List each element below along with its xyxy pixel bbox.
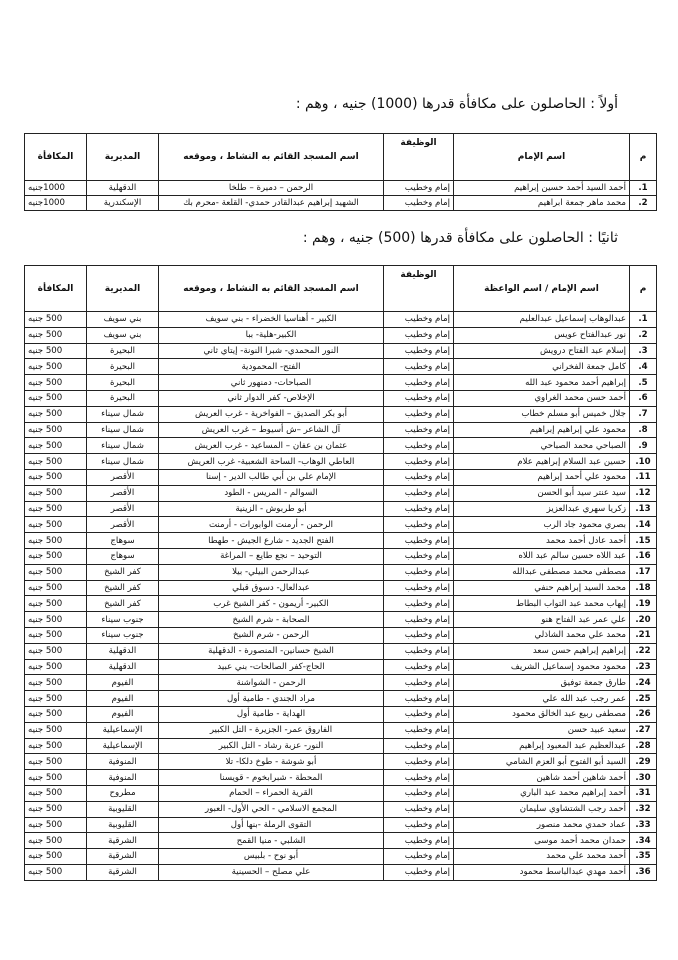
mosque-name: العاطي الوهاب- الساحة الشعبية- غرب العريش	[159, 454, 384, 470]
reward-amount: 500 جنيه	[25, 327, 87, 343]
mosque-name: الرحمن - أرمنت الوابورات - أرمنت	[159, 517, 384, 533]
col-job-header: الوظيفة	[384, 266, 454, 312]
imam-name: عبدالوهاب إسماعيل عبدالعليم	[454, 312, 630, 328]
row-number: 27.	[630, 722, 657, 738]
col-mosque-header: اسم المسجد القائم به النشاط ، وموقعه	[159, 134, 384, 181]
table-row	[25, 659, 657, 675]
row-number: 24.	[630, 675, 657, 691]
imam-name: عبدالعظيم عبد المعبود إبراهيم	[454, 738, 630, 754]
job-title: إمام وخطيب	[384, 801, 454, 817]
reward-amount: 500 جنيه	[25, 659, 87, 675]
reward-amount: 500 جنيه	[25, 501, 87, 517]
col-reward-header: المكافأة	[25, 266, 87, 312]
imam-name: إيهاب محمد عبد التواب البطاط	[454, 596, 630, 612]
imam-name: محمد ماهر جمعة ابراهيم	[454, 196, 630, 211]
directorate: شمال سيناء	[87, 454, 159, 470]
imam-name: سيد عنتر سيد أبو الحسن	[454, 485, 630, 501]
job-title: إمام وخطيب	[384, 390, 454, 406]
row-number: 1.	[630, 181, 657, 196]
row-number: 14.	[630, 517, 657, 533]
mosque-name: عبدالعال- دسوق قبلي	[159, 580, 384, 596]
mosque-name: النور- عزبة رشاد - التل الكبير	[159, 738, 384, 754]
imam-name: عمر رجب عبد الله علي	[454, 691, 630, 707]
table-row	[25, 706, 657, 722]
table-row	[25, 691, 657, 707]
row-number: 6.	[630, 390, 657, 406]
table-row	[25, 454, 657, 470]
directorate: الدقهلية	[87, 643, 159, 659]
table-row	[25, 596, 657, 612]
reward-500-table	[24, 265, 657, 881]
imam-name: محمد علي محمد الشاذلي	[454, 627, 630, 643]
reward-amount: 500 جنيه	[25, 770, 87, 786]
job-title: إمام وخطيب	[384, 770, 454, 786]
reward-amount: 500 جنيه	[25, 833, 87, 849]
row-number: 28.	[630, 738, 657, 754]
job-title: إمام وخطيب	[384, 596, 454, 612]
mosque-name: علي مصلح – الحسينية	[159, 864, 384, 880]
reward-amount: 500 جنيه	[25, 343, 87, 359]
job-title: إمام وخطيب	[384, 580, 454, 596]
mosque-name: الكبير-هلية- ببا	[159, 327, 384, 343]
imam-name: حسين عبد السلام إبراهيم علام	[454, 454, 630, 470]
mosque-name: الكبير- أريمون - كفر الشيخ غرب	[159, 596, 384, 612]
job-title: إمام وخطيب	[384, 722, 454, 738]
directorate: الفيوم	[87, 706, 159, 722]
row-number: 33.	[630, 817, 657, 833]
row-number: 4.	[630, 359, 657, 375]
row-number: 15.	[630, 533, 657, 549]
reward-amount: 1000جنيه	[25, 196, 87, 211]
col-name-header: اسم الإمام / اسم الواعظة	[454, 266, 630, 312]
reward-amount: 500 جنيه	[25, 548, 87, 564]
table-row	[25, 864, 657, 880]
table-header-row	[25, 134, 657, 181]
imam-name: كامل جمعة الفخراني	[454, 359, 630, 375]
col-directorate-header: المديرية	[87, 134, 159, 181]
row-number: 7.	[630, 406, 657, 422]
imam-name: أحمد محمد علي محمد	[454, 849, 630, 865]
imam-name: بصري محمود جاد الرب	[454, 517, 630, 533]
directorate: المنوفية	[87, 754, 159, 770]
mosque-name: الفتح- المحمودية	[159, 359, 384, 375]
row-number: 3.	[630, 343, 657, 359]
job-title: إمام وخطيب	[384, 438, 454, 454]
table-row	[25, 564, 657, 580]
directorate: شمال سيناء	[87, 406, 159, 422]
directorate: الإسماعيلية	[87, 722, 159, 738]
mosque-name: أبو نوح - بلبيس	[159, 849, 384, 865]
table-row	[25, 612, 657, 628]
directorate: الفيوم	[87, 675, 159, 691]
job-title: إمام وخطيب	[384, 612, 454, 628]
table-row	[25, 359, 657, 375]
reward-amount: 500 جنيه	[25, 691, 87, 707]
directorate: الدقهلية	[87, 181, 159, 196]
mosque-name: عثمان بن عفان – المساعيد - غرب العريش	[159, 438, 384, 454]
reward-amount: 500 جنيه	[25, 754, 87, 770]
job-title: إمام وخطيب	[384, 675, 454, 691]
mosque-name: القرية الحمراء – الحمام	[159, 785, 384, 801]
mosque-name: مراد الجندي - طامية أول	[159, 691, 384, 707]
imam-name: أحمد شاهين أحمد شاهين	[454, 770, 630, 786]
mosque-name: الفاروق عمر- الجزيرة - التل الكبير	[159, 722, 384, 738]
job-title: إمام وخطيب	[384, 785, 454, 801]
job-title: إمام وخطيب	[384, 469, 454, 485]
row-number: 19.	[630, 596, 657, 612]
table-row	[25, 643, 657, 659]
job-title: إمام وخطيب	[384, 659, 454, 675]
reward-amount: 500 جنيه	[25, 722, 87, 738]
imam-name: أحمد رجب الشتشاوي سليمان	[454, 801, 630, 817]
row-number: 35.	[630, 849, 657, 865]
directorate: جنوب سيناء	[87, 627, 159, 643]
reward-amount: 500 جنيه	[25, 817, 87, 833]
directorate: بني سويف	[87, 327, 159, 343]
col-reward-header: المكافأة	[25, 134, 87, 181]
row-number: 2.	[630, 196, 657, 211]
table-row	[25, 849, 657, 865]
directorate: الإسماعيلية	[87, 738, 159, 754]
job-title: إمام وخطيب	[384, 564, 454, 580]
job-title: إمام وخطيب	[384, 849, 454, 865]
directorate: القليوبية	[87, 801, 159, 817]
imam-name: إبراهيم أحمد محمود عبد الله	[454, 375, 630, 391]
imam-name: إبراهيم إبراهيم حسن سعد	[454, 643, 630, 659]
imam-name: حمدان محمد أحمد موسى	[454, 833, 630, 849]
table-row	[25, 327, 657, 343]
reward-amount: 500 جنيه	[25, 801, 87, 817]
reward-amount: 500 جنيه	[25, 485, 87, 501]
table-row	[25, 469, 657, 485]
job-title: إمام وخطيب	[384, 533, 454, 549]
directorate: مطروح	[87, 785, 159, 801]
row-number: 10.	[630, 454, 657, 470]
job-title: إمام وخطيب	[384, 627, 454, 643]
directorate: الدقهلية	[87, 659, 159, 675]
imam-name: عماد حمدي محمد منصور	[454, 817, 630, 833]
table-row	[25, 422, 657, 438]
reward-amount: 1000جنيه	[25, 181, 87, 196]
imam-name: الصباحي محمد الصباحي	[454, 438, 630, 454]
job-title: إمام وخطيب	[384, 501, 454, 517]
table-row	[25, 785, 657, 801]
directorate: القليوبية	[87, 817, 159, 833]
imam-name: طارق جمعة توفيق	[454, 675, 630, 691]
job-title: إمام وخطيب	[384, 754, 454, 770]
row-number: 12.	[630, 485, 657, 501]
imam-name: أحمد عادل أحمد محمد	[454, 533, 630, 549]
row-number: 31.	[630, 785, 657, 801]
directorate: الأقصر	[87, 517, 159, 533]
row-number: 5.	[630, 375, 657, 391]
reward-amount: 500 جنيه	[25, 312, 87, 328]
directorate: كفر الشيخ	[87, 564, 159, 580]
directorate: جنوب سيناء	[87, 612, 159, 628]
reward-amount: 500 جنيه	[25, 564, 87, 580]
directorate: الشرقية	[87, 864, 159, 880]
directorate: سوهاج	[87, 533, 159, 549]
table-row	[25, 533, 657, 549]
row-number: 8.	[630, 422, 657, 438]
col-name-header: اسم الإمام	[454, 134, 630, 181]
table-row	[25, 817, 657, 833]
row-number: 9.	[630, 438, 657, 454]
mosque-name: الإمام علي بن أبي طالب الدير - إسنا	[159, 469, 384, 485]
job-title: إمام وخطيب	[384, 312, 454, 328]
job-title: إمام وخطيب	[384, 643, 454, 659]
mosque-name: الإخلاص- كفر الدوار ثاني	[159, 390, 384, 406]
job-title: إمام وخطيب	[384, 375, 454, 391]
job-title: إمام وخطيب	[384, 359, 454, 375]
table-row	[25, 770, 657, 786]
reward-amount: 500 جنيه	[25, 375, 87, 391]
reward-1000-table	[24, 133, 657, 211]
job-title: إمام وخطيب	[384, 454, 454, 470]
job-title: إمام وخطيب	[384, 706, 454, 722]
row-number: 13.	[630, 501, 657, 517]
mosque-name: الرحمن – دميرة – طلخا	[159, 181, 384, 196]
reward-amount: 500 جنيه	[25, 849, 87, 865]
reward-amount: 500 جنيه	[25, 580, 87, 596]
table-row	[25, 833, 657, 849]
table-row	[25, 501, 657, 517]
reward-amount: 500 جنيه	[25, 406, 87, 422]
table-row	[25, 738, 657, 754]
table-row	[25, 580, 657, 596]
reward-amount: 500 جنيه	[25, 469, 87, 485]
reward-amount: 500 جنيه	[25, 627, 87, 643]
reward-amount: 500 جنيه	[25, 612, 87, 628]
reward-amount: 500 جنيه	[25, 706, 87, 722]
table-row	[25, 627, 657, 643]
reward-amount: 500 جنيه	[25, 359, 87, 375]
reward-amount: 500 جنيه	[25, 643, 87, 659]
col-directorate-header: المديرية	[87, 266, 159, 312]
table-row	[25, 343, 657, 359]
job-title: إمام وخطيب	[384, 181, 454, 196]
directorate: الفيوم	[87, 691, 159, 707]
imam-name: مصطفى ربيع عبد الخالق محمود	[454, 706, 630, 722]
imam-name: زكريا سهري عبدالعزيز	[454, 501, 630, 517]
directorate: البحيرة	[87, 390, 159, 406]
reward-amount: 500 جنيه	[25, 785, 87, 801]
row-number: 23.	[630, 659, 657, 675]
job-title: إمام وخطيب	[384, 691, 454, 707]
job-title: إمام وخطيب	[384, 327, 454, 343]
imam-name: السيد أبو الفتوح أبو العزم الشامي	[454, 754, 630, 770]
row-number: 32.	[630, 801, 657, 817]
table-row	[25, 754, 657, 770]
imam-name: أحمد حسن محمد الغراوي	[454, 390, 630, 406]
job-title: إمام وخطيب	[384, 864, 454, 880]
row-number: 30.	[630, 770, 657, 786]
row-number: 36.	[630, 864, 657, 880]
directorate: المنوفية	[87, 770, 159, 786]
mosque-name: أبو شوشة - طوخ دلكا- تلا	[159, 754, 384, 770]
row-number: 21.	[630, 627, 657, 643]
row-number: 26.	[630, 706, 657, 722]
table-row	[25, 312, 657, 328]
section1-heading: أولاً : الحاصلون على مكافأة قدرها (1000) جنيه ، وهم :	[295, 96, 618, 112]
imam-name: علي عمر عبد الفتاح هنو	[454, 612, 630, 628]
directorate: الأقصر	[87, 485, 159, 501]
row-number: 29.	[630, 754, 657, 770]
imam-name: عبد اللاه حسين سالم عبد اللاه	[454, 548, 630, 564]
directorate: الأقصر	[87, 469, 159, 485]
mosque-name: الهداية - طامية أول	[159, 706, 384, 722]
imam-name: إسلام عبد الفتاح درويش	[454, 343, 630, 359]
mosque-name: الشيخ حسانين- المنصورة - الدقهلية	[159, 643, 384, 659]
mosque-name: التوحيد – نجع طايع – المراغة	[159, 548, 384, 564]
directorate: بني سويف	[87, 312, 159, 328]
section2-heading: ثانيًا : الحاصلون على مكافأة قدرها (500) جنيه ، وهم :	[302, 230, 618, 246]
directorate: البحيرة	[87, 375, 159, 391]
directorate: سوهاج	[87, 548, 159, 564]
table-row	[25, 390, 657, 406]
table-row	[25, 181, 657, 196]
job-title: إمام وخطيب	[384, 343, 454, 359]
mosque-name: الحاج-كفر الصالحات- بني عبيد	[159, 659, 384, 675]
imam-name: سعيد عبيد حسن	[454, 722, 630, 738]
table-row	[25, 548, 657, 564]
mosque-name: أبو طربوش - الزينية	[159, 501, 384, 517]
directorate: كفر الشيخ	[87, 580, 159, 596]
directorate: البحيرة	[87, 359, 159, 375]
job-title: إمام وخطيب	[384, 422, 454, 438]
row-number: 2.	[630, 327, 657, 343]
reward-amount: 500 جنيه	[25, 422, 87, 438]
job-title: إمام وخطيب	[384, 833, 454, 849]
reward-amount: 500 جنيه	[25, 533, 87, 549]
job-title: إمام وخطيب	[384, 548, 454, 564]
row-number: 20.	[630, 612, 657, 628]
directorate: الشرقية	[87, 849, 159, 865]
mosque-name: أبو بكر الصديق – الفواخرية - غرب العريش	[159, 406, 384, 422]
job-title: إمام وخطيب	[384, 196, 454, 211]
mosque-name: آل الشاعر –ش أسيوط – غرب العريش	[159, 422, 384, 438]
reward-amount: 500 جنيه	[25, 864, 87, 880]
col-num-header: م	[630, 134, 657, 181]
row-number: 17.	[630, 564, 657, 580]
mosque-name: الشلبي - منيا القمح	[159, 833, 384, 849]
job-title: إمام وخطيب	[384, 517, 454, 533]
row-number: 34.	[630, 833, 657, 849]
mosque-name: المجمع الاسلامي - الحي الأول- العبور	[159, 801, 384, 817]
table-row	[25, 438, 657, 454]
mosque-name: المحطة - شبرابخوم - قويسنا	[159, 770, 384, 786]
directorate: كفر الشيخ	[87, 596, 159, 612]
col-mosque-header: اسم المسجد القائم به النشاط ، وموقعه	[159, 266, 384, 312]
row-number: 11.	[630, 469, 657, 485]
directorate: شمال سيناء	[87, 422, 159, 438]
reward-amount: 500 جنيه	[25, 454, 87, 470]
directorate: الإسكندرية	[87, 196, 159, 211]
mosque-name: عبدالرحمن البيلي- بيلا	[159, 564, 384, 580]
mosque-name: الرحمن - الشواشنة	[159, 675, 384, 691]
table-row	[25, 801, 657, 817]
reward-amount: 500 جنيه	[25, 596, 87, 612]
directorate: الشرقية	[87, 833, 159, 849]
mosque-name: التقوى الرملة -بنها أول	[159, 817, 384, 833]
imam-name: نور عبدالفتاح عويس	[454, 327, 630, 343]
row-number: 16.	[630, 548, 657, 564]
reward-amount: 500 جنيه	[25, 738, 87, 754]
mosque-name: الكبير - أهناسيا الخضراء - بني سويف	[159, 312, 384, 328]
mosque-name: النور المحمدي- شبرا النونة- إيتاي ثاني	[159, 343, 384, 359]
row-number: 25.	[630, 691, 657, 707]
imam-name: محمود محمود إسماعيل الشريف	[454, 659, 630, 675]
imam-name: أحمد إبراهيم محمد عبد الباري	[454, 785, 630, 801]
imam-name: أحمد مهدي عبدالباسط محمود	[454, 864, 630, 880]
directorate: الأقصر	[87, 501, 159, 517]
mosque-name: الصحابة - شرم الشيخ	[159, 612, 384, 628]
directorate: شمال سيناء	[87, 438, 159, 454]
mosque-name: الرحمن - شرم الشيخ	[159, 627, 384, 643]
row-number: 22.	[630, 643, 657, 659]
table-row	[25, 196, 657, 211]
imam-name: محمد السيد إبراهيم حنفي	[454, 580, 630, 596]
mosque-name: الشهيد إبراهيم عبدالقادر حمدي- القلعة -محرم بك	[159, 196, 384, 211]
table-row	[25, 485, 657, 501]
job-title: إمام وخطيب	[384, 817, 454, 833]
table-row	[25, 406, 657, 422]
col-num-header: م	[630, 266, 657, 312]
mosque-name: الفتح الجديد - شارع الجيش - طهطا	[159, 533, 384, 549]
mosque-name: الصباحات- دمنهور ثاني	[159, 375, 384, 391]
mosque-name: السوالم - المريس - الطود	[159, 485, 384, 501]
job-title: إمام وخطيب	[384, 738, 454, 754]
imam-name: محمود علي أحمد إبراهيم	[454, 469, 630, 485]
table-header-row	[25, 266, 657, 312]
row-number: 1.	[630, 312, 657, 328]
reward-amount: 500 جنيه	[25, 438, 87, 454]
table-row	[25, 722, 657, 738]
job-title: إمام وخطيب	[384, 406, 454, 422]
reward-amount: 500 جنيه	[25, 390, 87, 406]
reward-amount: 500 جنيه	[25, 675, 87, 691]
table-row	[25, 517, 657, 533]
table-row	[25, 675, 657, 691]
table-row	[25, 375, 657, 391]
imam-name: محمود علي إبراهيم إبراهيم	[454, 422, 630, 438]
directorate: البحيرة	[87, 343, 159, 359]
col-job-header: الوظيفة	[384, 134, 454, 181]
job-title: إمام وخطيب	[384, 485, 454, 501]
imam-name: مصطفى محمد مصطفى عبدالله	[454, 564, 630, 580]
reward-amount: 500 جنيه	[25, 517, 87, 533]
row-number: 18.	[630, 580, 657, 596]
imam-name: أحمد السيد أحمد حسين إبراهيم	[454, 181, 630, 196]
imam-name: جلال خميس أبو مسلم خطاب	[454, 406, 630, 422]
